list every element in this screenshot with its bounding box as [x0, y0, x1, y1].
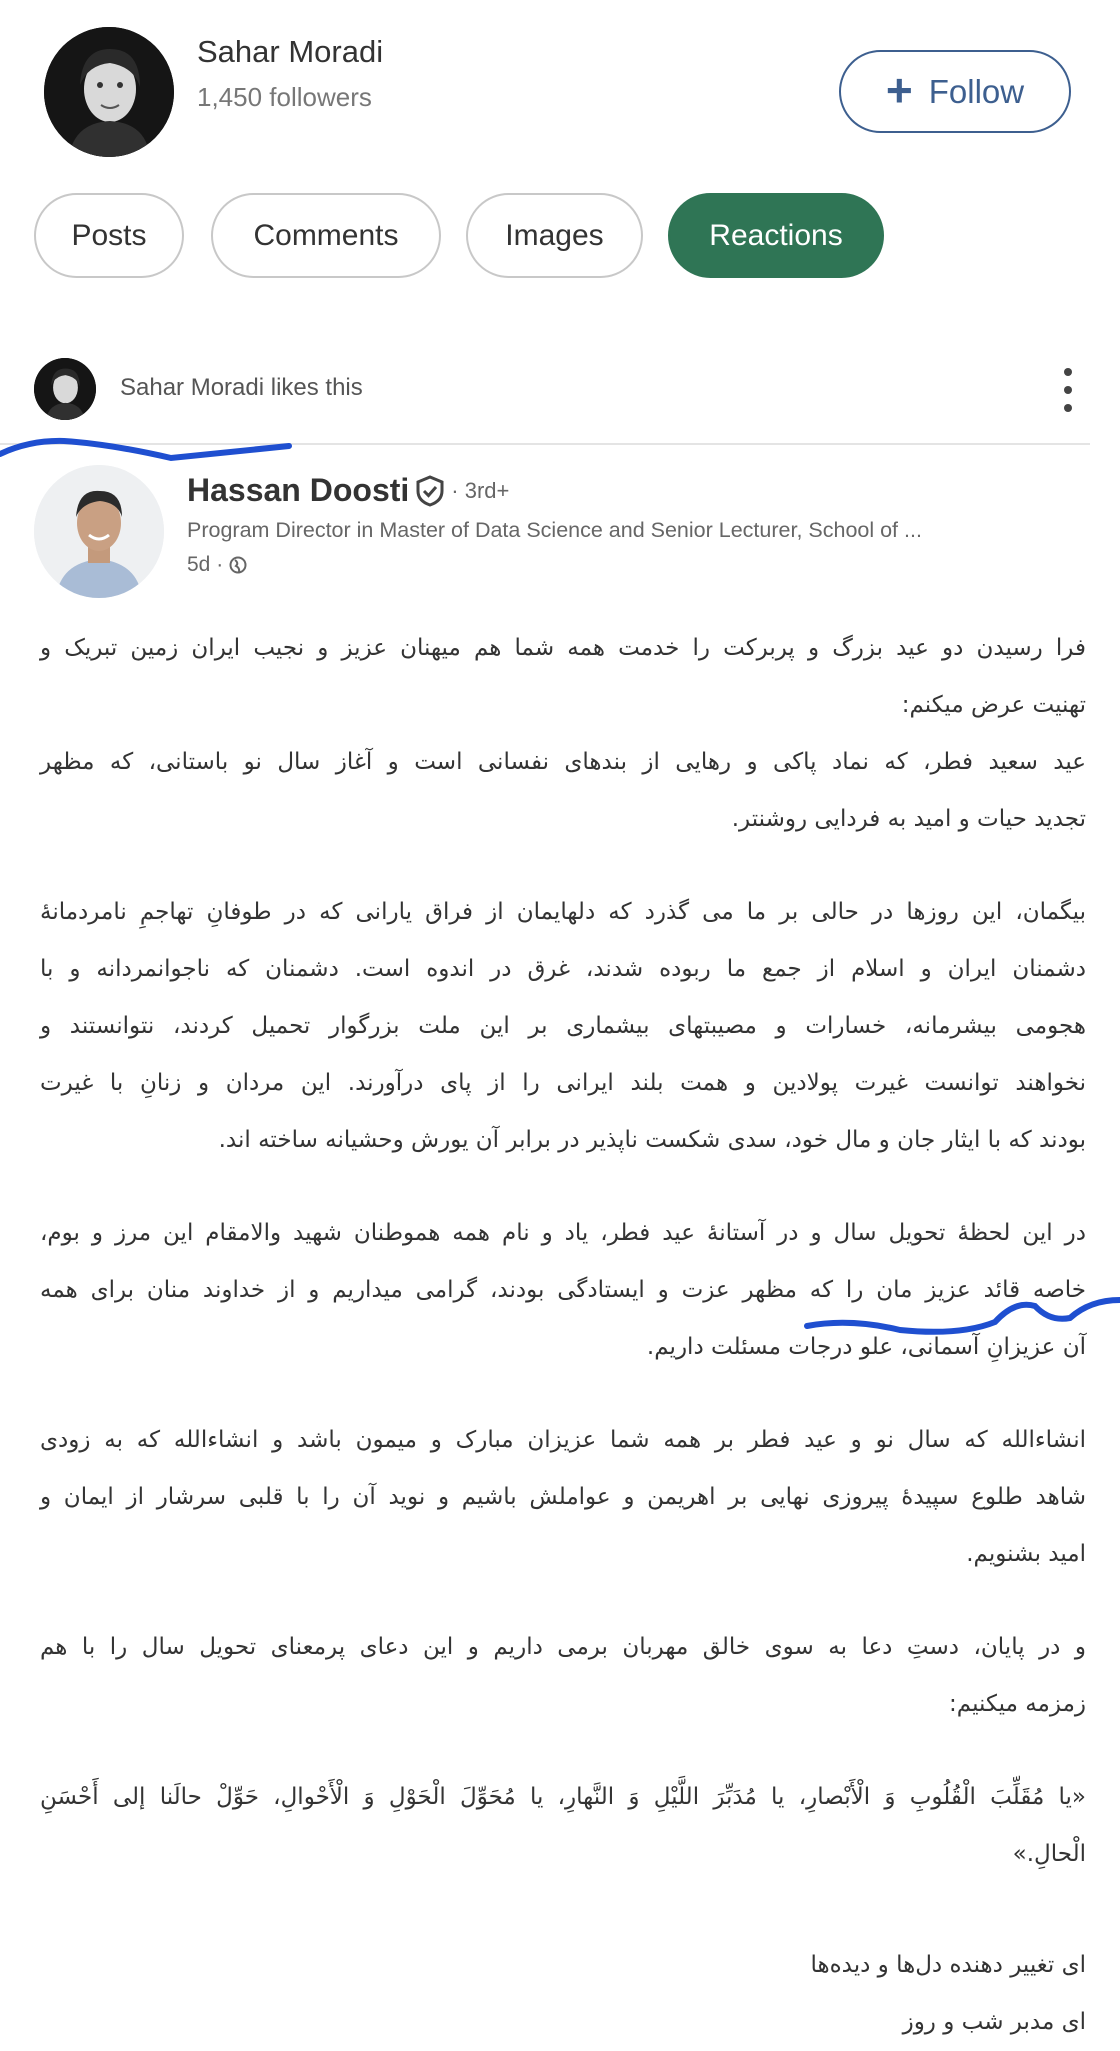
- plus-icon: +: [885, 63, 913, 116]
- post-text-line: زمزمه میکنیم:: [949, 1691, 1086, 1717]
- post-author[interactable]: [187, 472, 509, 509]
- globe-icon: [229, 556, 247, 574]
- tab-images[interactable]: Images: [466, 193, 643, 278]
- post-text-line: عید سعید فطر، که نماد پاکی و رهایی از بندهای نفسانی است و آغاز سال نو باستانی، که مظهر: [40, 749, 1086, 775]
- follow-button[interactable]: [839, 50, 1071, 133]
- post-text-line: الْحالِ.»: [1012, 1841, 1086, 1867]
- post-text-line: در این لحظهٔ تحویل سال و در آستانهٔ عید فطر، یاد و نام همه هموطنان شهید والامقام این مرز و بوم،: [40, 1220, 1086, 1246]
- author-photo-icon: [34, 465, 164, 598]
- post-text-line: و در پایان، دستِ دعا به سوی خالق مهربان برمی داریم و این دعای پرمعنای تحویل سال را با هم: [40, 1634, 1086, 1660]
- profile-avatar[interactable]: [44, 27, 174, 157]
- post-text-line: امید بشنویم.: [966, 1541, 1086, 1567]
- post-text-line: بیگمان، این روزها در حالی بر ما می گذرد که دلهایمان از فراق یارانی که در طوفانِ تهاجمِ نامردمانهٔ: [40, 899, 1086, 925]
- follow-label: Follow: [928, 72, 1025, 110]
- post-paragraph: [40, 1769, 1086, 1883]
- post-age: 5d ·: [187, 553, 224, 576]
- post-meta: [187, 553, 247, 577]
- post-body: [40, 620, 1086, 2051]
- activity-text: Sahar Moradi likes this: [120, 374, 363, 401]
- post-paragraph: [40, 1412, 1086, 1583]
- profile-photo-icon: [44, 27, 174, 157]
- profile-name[interactable]: Sahar Moradi: [197, 34, 384, 69]
- post-text-line: هجومی بیشرمانه، خسارات و مصیبتهای بیشماری بر این ملت بزرگوار تحمیل کردند، نتوانستند و: [40, 1013, 1086, 1039]
- post-text-line: نخواهند توانست غیرت پولادین و همت بلند ایرانی را از پای درآورند. این مردان و زنانِ با غیرت: [40, 1070, 1086, 1096]
- author-name[interactable]: Hassan Doosti: [187, 472, 410, 508]
- liker-avatar[interactable]: [34, 358, 96, 420]
- post-paragraph: [40, 1937, 1086, 2051]
- author-headline: Program Director in Master of Data Science and Senior Lecturer, School of ...: [187, 518, 922, 542]
- author-avatar[interactable]: [34, 465, 164, 598]
- post-text-line: شاهد طلوع سپیدهٔ پیروزی نهایی بر اهریمن و عواملش باشیم و نوید آن را با قلبی سرشار از ایمان و: [40, 1484, 1086, 1510]
- post-text-line: دشمنان ایران و اسلام از جمع ما ربوده شدند، غرق در اندوه است. دشمنان که ناجوانمردانه و با: [40, 956, 1086, 982]
- post-text-line: «یا مُقَلِّبَ الْقُلُوبِ وَ الْأَبْصارِ، یا مُدَبِّرَ اللَّیْلِ وَ النَّهارِ، یا مُحَوِّلَ الْحَوْلِ وَ الْأَحْوالِ، حَوِّلْ حالَنا إلی أَحْسَنِ: [40, 1784, 1086, 1810]
- post-text-line: انشاءالله که سال نو و عید فطر بر همه شما عزیزان مبارک و میمون باشد و انشاءالله که به زودی: [40, 1427, 1086, 1453]
- post-text-line: تهنیت عرض میکنم:: [901, 692, 1086, 718]
- post-text-line: ای مدبر شب و روز: [902, 2009, 1086, 2035]
- post-text-line: خاصه قائد عزیز مان را که مظهر عزت و ایستادگی بودند، گرامی میداریم و از خداوند منان برای همه: [40, 1277, 1086, 1303]
- post-text-line: آن عزیزانِ آسمانی، علو درجات مسئلت داریم.: [646, 1334, 1086, 1360]
- post-text-line: تجدید حیات و امید به فردایی روشنتر.: [731, 806, 1086, 832]
- liker-photo-icon: [34, 358, 96, 420]
- profile-followers: 1,450 followers: [197, 82, 372, 112]
- tab-reactions[interactable]: Reactions: [668, 193, 884, 278]
- tab-comments[interactable]: Comments: [211, 193, 441, 278]
- verified-badge-icon: [415, 475, 445, 507]
- post-text-line: ای تغییر دهنده دل‌ها و دیده‌ها: [810, 1952, 1086, 1978]
- divider: [0, 443, 1090, 445]
- post-paragraph: [40, 884, 1086, 1169]
- kebab-menu-icon[interactable]: [1056, 368, 1080, 412]
- post-paragraph: [40, 1205, 1086, 1376]
- post-paragraph: [40, 620, 1086, 848]
- connection-degree: · 3rd+: [451, 477, 510, 503]
- tab-posts[interactable]: Posts: [34, 193, 184, 278]
- post-text-line: بودند که با ایثار جان و مال خود، سدی شکست ناپذیر در برابر آن یورش وحشیانه ساخته اند.: [218, 1127, 1086, 1153]
- post-paragraph: [40, 1619, 1086, 1733]
- post-text-line: فرا رسیدن دو عید بزرگ و پربرکت را خدمت همه شما هم میهنان عزیز و نجیب ایران زمین تبریک و: [40, 635, 1086, 661]
